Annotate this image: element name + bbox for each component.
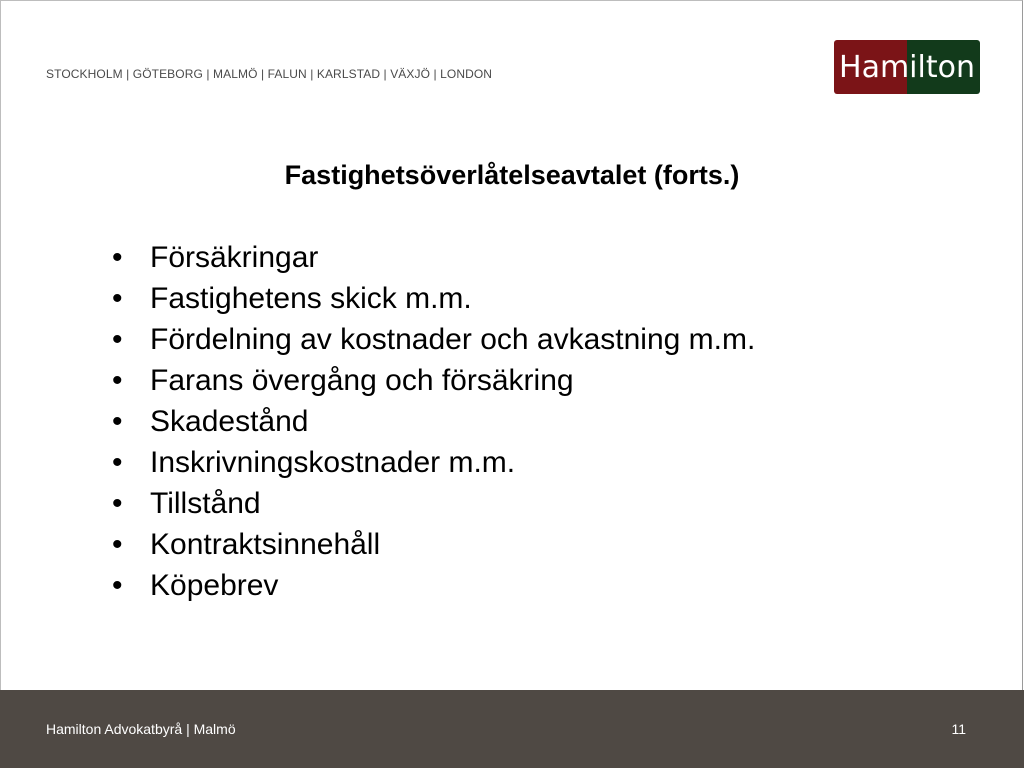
list-item [112, 237, 755, 278]
list-item-text: Skadestånd [150, 405, 309, 438]
list-item-text: Försäkringar [150, 241, 319, 274]
footer-company: Hamilton Advokatbyrå | Malmö [46, 721, 236, 737]
logo-text: Hamilton [839, 49, 975, 85]
list-item-text: Köpebrev [150, 569, 279, 602]
list-item [112, 442, 755, 483]
list-item-text: Inskrivningskostnader m.m. [150, 446, 516, 479]
list-item-text: Tillstånd [150, 487, 261, 520]
bullet-list [112, 237, 755, 606]
bullet-icon: • [112, 569, 123, 602]
list-item-text: Kontraktsinnehåll [150, 528, 381, 561]
bullet-icon: • [112, 487, 123, 520]
list-item-text: Fördelning av kostnader och avkastning m.m. [150, 323, 756, 356]
bullet-icon: • [112, 241, 123, 274]
list-item [112, 319, 755, 360]
bullet-icon: • [112, 446, 123, 479]
bullet-icon: • [112, 364, 123, 397]
list-item-text: Farans övergång och försäkring [150, 364, 574, 397]
slide-title: Fastighetsöverlåtelseavtalet (forts.) [284, 160, 740, 190]
bullet-icon: • [112, 405, 123, 438]
page-number: 11 [951, 721, 966, 737]
bullet-icon: • [112, 323, 123, 356]
list-item [112, 483, 755, 524]
list-item [112, 278, 755, 319]
list-item-text: Fastighetens skick m.m. [150, 282, 472, 315]
list-item [112, 401, 755, 442]
list-item [112, 360, 755, 401]
hamilton-logo [834, 40, 980, 94]
bullet-icon: • [112, 282, 123, 315]
list-item [112, 524, 755, 565]
bullet-icon: • [112, 528, 123, 561]
office-locations: STOCKHOLM | GÖTEBORG | MALMÖ | FALUN | KARLSTAD | VÄXJÖ | LONDON [46, 67, 493, 81]
footer-bar [0, 690, 1024, 768]
list-item [112, 565, 755, 606]
